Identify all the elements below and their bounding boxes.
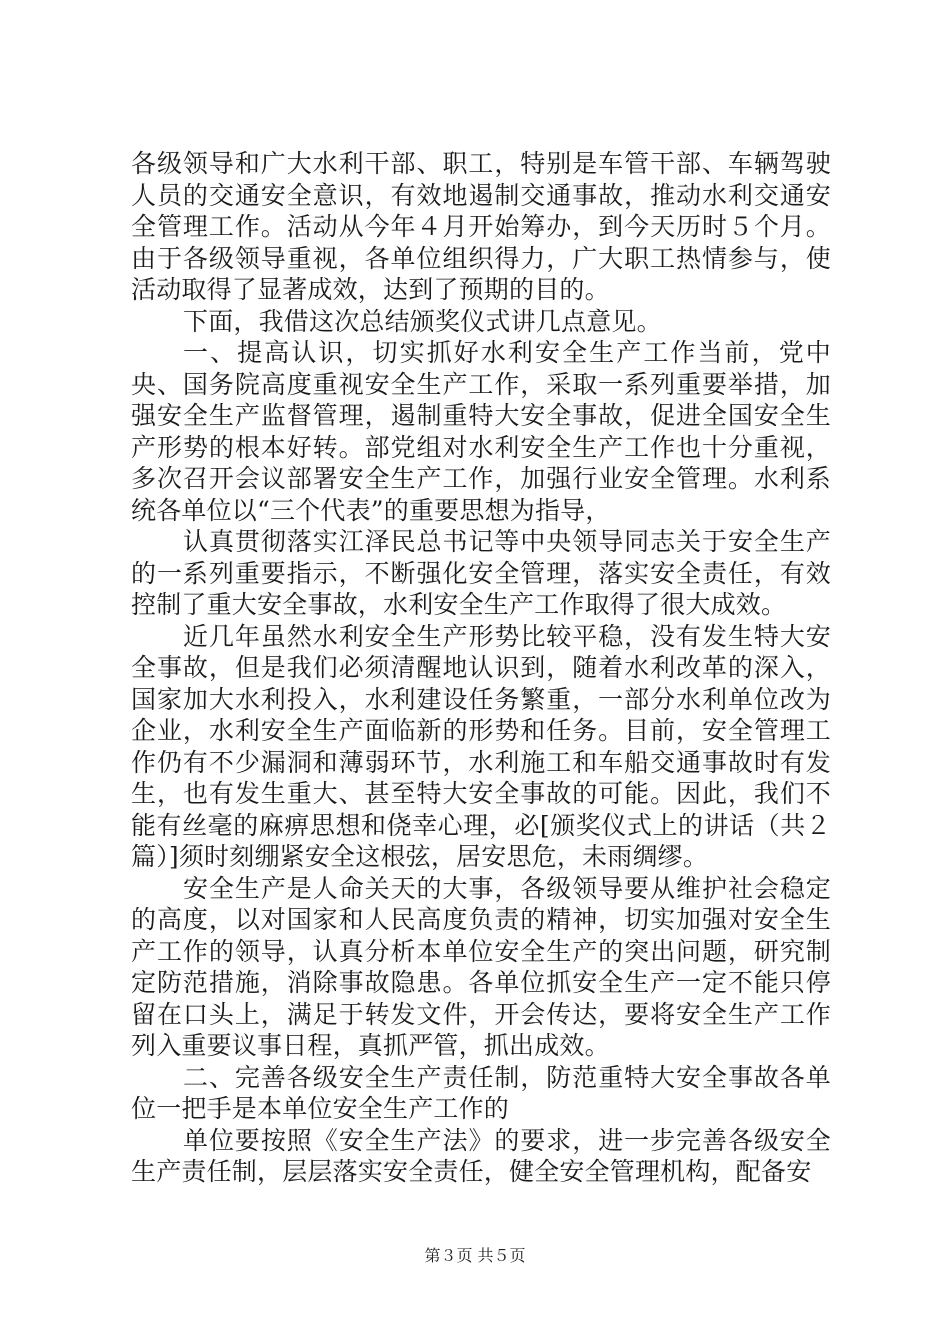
paragraph-7: 二、完善各级安全生产责任制，防范重特大安全事故各单位一把手是本单位安全生产工作的 — [131, 1062, 831, 1123]
paragraph-5: 近几年虽然水利安全生产形势比较平稳，没有发生特大安全事故，但是我们必须清醒地认识到，随着水利改革的深入，国家加大水利投入，水利建设任务繁重，一部分水利单位改为企业，水利安全生产面临新的形势和任务。目前，安全管理工作仍有不少漏洞和薄弱环节，水利施工和车船交通事故时有发生，也有发生重大、甚至特大安全事故的可能。因此，我们不能有丝毫的麻痹思想和侥幸心理，必[颁奖仪式上的讲话（共２篇）]须时刻绷紧安全这根弦，居安思危，未雨绸缪。 — [131, 621, 831, 871]
page-number-footer: 第３页 共５页 — [424, 1246, 526, 1265]
paragraph-4: 认真贯彻落实江泽民总书记等中央领导同志关于安全生产的一系列重要指示，不断强化安全管理，落实安全责任，有效控制了重大安全事故，水利安全生产工作取得了很大成效。 — [131, 527, 831, 619]
paragraph-1: 各级领导和广大水利干部、职工，特别是车管干部、车辆驾驶人员的交通安全意识，有效地遏制交通事故，推动水利交通安全管理工作。活动从今年４月开始筹办，到今天历时５个月。由于各级领导重视，各单位组织得力，广大职工热情参与，使活动取得了显著成效，达到了预期的目的。 — [131, 149, 831, 304]
paragraph-6: 安全生产是人命关天的大事，各级领导要从维护社会稳定的高度，以对国家和人民高度负责的精神，切实加强对安全生产工作的领导，认真分析本单位安全生产的突出问题，研究制定防范措施，消除事故隐患。各单位抓安全生产一定不能只停留在口头上，满足于转发文件，开会传达，要将安全生产工作列入重要议事日程，真抓严管，抓出成效。 — [131, 873, 831, 1060]
paragraph-3: 一、提高认识，切实抓好水利安全生产工作当前，党中央、国务院高度重视安全生产工作，采取一系列重要举措，加强安全生产监督管理，遏制重特大安全事故，促进全国安全生产形势的根本好转。部党组对水利安全生产工作也十分重视，多次召开会议部署安全生产工作，加强行业安全管理。水利系统各单位以“三个代表”的重要思想为指导， — [131, 338, 831, 525]
paragraph-8: 单位要按照《安全生产法》的要求，进一步完善各级安全生产责任制，层层落实安全责任，健全安全管理机构，配备安 — [131, 1125, 831, 1186]
document-body — [131, 148, 831, 1188]
paragraph-2: 下面，我借这次总结颁奖仪式讲几点意见。 — [183, 306, 662, 336]
